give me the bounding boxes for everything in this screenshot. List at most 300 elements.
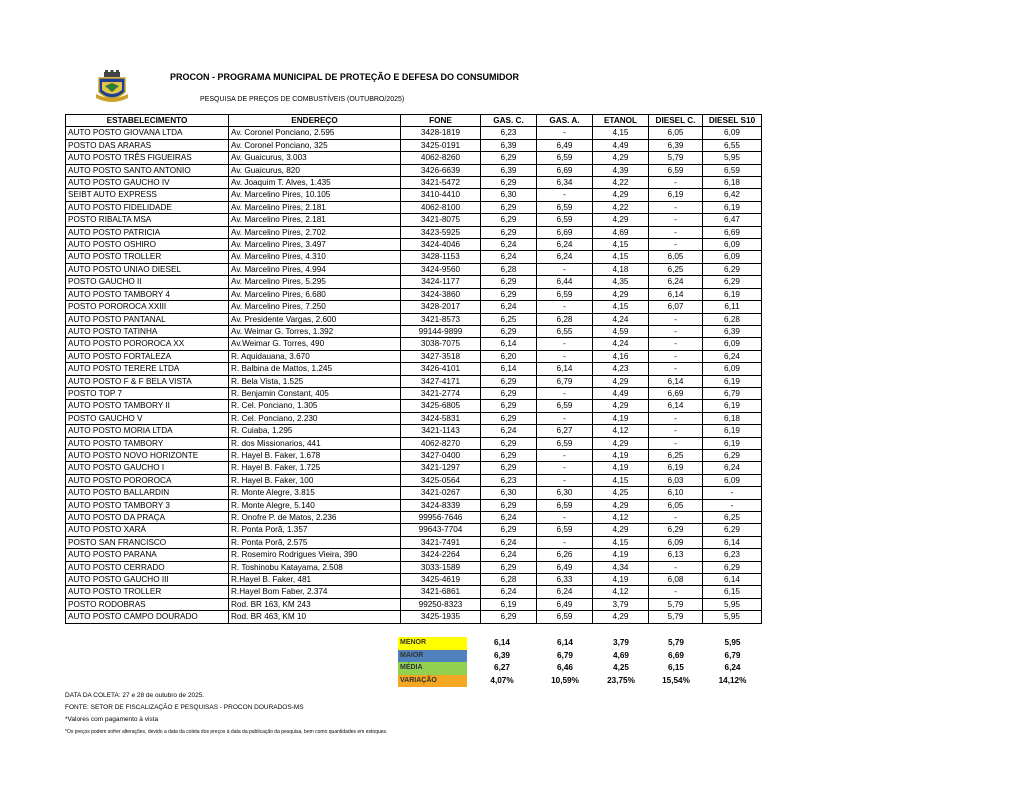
table-cell: 6,49 [537, 598, 593, 610]
table-row [66, 499, 762, 511]
table-cell: 4,22 [593, 177, 649, 189]
table-cell: 6,29 [481, 375, 537, 387]
summary-row [398, 662, 762, 675]
table-cell: 4,15 [593, 301, 649, 313]
table-cell: 6,79 [703, 387, 762, 399]
table-cell: 6,05 [649, 127, 703, 139]
table-cell: 99250-8323 [401, 598, 481, 610]
table-cell: - [537, 474, 593, 486]
table-cell: - [649, 214, 703, 226]
table-cell: 6,28 [481, 263, 537, 275]
table-cell: - [649, 338, 703, 350]
table-cell: AUTO POSTO OSHIRO [66, 239, 229, 251]
table-row [66, 462, 762, 474]
table-cell: 4,19 [593, 412, 649, 424]
table-cell: R. Monte Alegre, 3.815 [229, 487, 401, 499]
page-title: PROCON - PROGRAMA MUNICIPAL DE PROTEÇÃO E DEFESA DO CONSUMIDOR [170, 72, 520, 82]
footnotes [65, 690, 387, 738]
table-cell: 4062-8100 [401, 201, 481, 213]
table-cell: 6,18 [703, 177, 762, 189]
table-cell: 6,44 [537, 276, 593, 288]
table-cell: 6,79 [537, 375, 593, 387]
table-cell: 4,12 [593, 512, 649, 524]
table-cell: 3421-0267 [401, 487, 481, 499]
table-cell: 6,08 [649, 574, 703, 586]
summary-body [398, 637, 762, 687]
table-cell: AUTO POSTO PARANA [66, 549, 229, 561]
table-cell: 6,28 [537, 313, 593, 325]
summary-value: 6,14 [557, 638, 573, 647]
table-row [66, 561, 762, 573]
table-cell: 6,19 [649, 462, 703, 474]
table-row [66, 226, 762, 238]
table-cell: - [649, 437, 703, 449]
table-row [66, 301, 762, 313]
table-cell: 4,49 [593, 387, 649, 399]
table-cell: Rod. BR 163, KM 243 [229, 598, 401, 610]
table-cell: Av. Guaicurus, 3.003 [229, 152, 401, 164]
table-cell: - [703, 499, 762, 511]
table-cell: 6,49 [537, 561, 593, 573]
table-cell: 3424-2264 [401, 549, 481, 561]
table-cell: 6,11 [703, 301, 762, 313]
table-cell: 4,29 [593, 611, 649, 623]
summary-value: 10,59% [551, 675, 579, 685]
table-cell: 6,29 [481, 412, 537, 424]
table-cell: 6,29 [481, 611, 537, 623]
table-cell: SEIBT AUTO EXPRESS [66, 189, 229, 201]
table-cell: R. Monte Alegre, 5.140 [229, 499, 401, 511]
table-cell: 3428-1819 [401, 127, 481, 139]
table-cell: 4,18 [593, 263, 649, 275]
table-cell: R. Hayel B. Faker, 1.678 [229, 449, 401, 461]
table-cell: - [537, 338, 593, 350]
table-cell: 6,24 [537, 239, 593, 251]
table-cell: 6,19 [703, 437, 762, 449]
table-cell: 4,19 [593, 462, 649, 474]
table-row [66, 387, 762, 399]
table-cell: 6,29 [481, 288, 537, 300]
table-cell: 4,29 [593, 189, 649, 201]
table-row [66, 586, 762, 598]
table-cell: 3424-5831 [401, 412, 481, 424]
table-cell: AUTO POSTO TAMBORY [66, 437, 229, 449]
summary-value: 3,79 [613, 638, 629, 647]
table-cell: AUTO POSTO CERRADO [66, 561, 229, 573]
table-cell: 6,39 [481, 164, 537, 176]
table-cell: AUTO POSTO FORTALEZA [66, 350, 229, 362]
table-cell: 4,15 [593, 239, 649, 251]
table-cell: 6,14 [703, 574, 762, 586]
fuel-price-table [65, 114, 762, 624]
table-cell: 6,23 [481, 474, 537, 486]
table-cell: R. Hayel B. Faker, 100 [229, 474, 401, 486]
summary-table [398, 637, 762, 687]
table-cell: AUTO POSTO XARÁ [66, 524, 229, 536]
table-cell: 6,29 [481, 524, 537, 536]
table-cell: 4,29 [593, 400, 649, 412]
disclaimer-note: *Os preços podem sofrer alterações, devido a data da coleta dos preços à data da publicação da pesquisa, bem como quantidades em estoques. [65, 729, 388, 735]
table-cell: 6,19 [703, 425, 762, 437]
table-cell: 6,30 [537, 487, 593, 499]
summary-value: 6,27 [494, 663, 510, 672]
table-row [66, 189, 762, 201]
summary-value: 4,69 [613, 650, 629, 660]
table-cell: - [537, 263, 593, 275]
table-cell: 5,95 [703, 598, 762, 610]
table-cell: 3426-4101 [401, 363, 481, 375]
table-row [66, 598, 762, 610]
table-cell: 6,20 [481, 350, 537, 362]
table-cell: 6,07 [649, 301, 703, 313]
table-cell: AUTO POSTO SANTO ANTONIO [66, 164, 229, 176]
table-cell: 3425-0191 [401, 139, 481, 151]
table-cell: 6,30 [481, 487, 537, 499]
table-cell: 3428-2017 [401, 301, 481, 313]
table-cell: 4,29 [593, 437, 649, 449]
table-cell: AUTO POSTO GAUCHO III [66, 574, 229, 586]
table-cell: 3424-3860 [401, 288, 481, 300]
table-cell: 4,15 [593, 127, 649, 139]
table-cell: 6,19 [649, 189, 703, 201]
table-cell: 99643-7704 [401, 524, 481, 536]
table-cell: AUTO POSTO GAUCHO IV [66, 177, 229, 189]
table-cell: 6,24 [537, 586, 593, 598]
table-row [66, 251, 762, 263]
table-cell: 6,29 [481, 152, 537, 164]
table-cell: - [649, 201, 703, 213]
col-header-diesel-s10: DIESEL S10 [703, 115, 762, 127]
table-cell: 3427-0400 [401, 449, 481, 461]
table-row [66, 437, 762, 449]
table-cell: 6,55 [703, 139, 762, 151]
table-cell: R. Hayel B. Faker, 1.725 [229, 462, 401, 474]
table-cell: AUTO POSTO F & F BELA VISTA [66, 375, 229, 387]
table-cell: Av. Joaquim T. Alves, 1.435 [229, 177, 401, 189]
table-cell: Av. Presidente Vargas, 2.600 [229, 313, 401, 325]
table-cell: 3424-8339 [401, 499, 481, 511]
table-cell: Av. Marcelino Pires, 6.680 [229, 288, 401, 300]
table-cell: - [537, 350, 593, 362]
summary-value: 6,15 [668, 663, 684, 672]
table-row [66, 164, 762, 176]
table-row [66, 611, 762, 623]
table-cell: Rod. BR 463, KM 10 [229, 611, 401, 623]
table-cell: 6,47 [703, 214, 762, 226]
table-row [66, 214, 762, 226]
table-cell: 6,14 [649, 375, 703, 387]
table-cell: 4,29 [593, 375, 649, 387]
table-cell: 6,29 [481, 561, 537, 573]
table-cell: 6,28 [703, 313, 762, 325]
table-row [66, 325, 762, 337]
table-cell: Av. Marcelino Pires, 4.994 [229, 263, 401, 275]
table-cell: 4,24 [593, 313, 649, 325]
table-cell: - [537, 127, 593, 139]
table-cell: R. Onofre P. de Matos, 2.236 [229, 512, 401, 524]
table-cell: 5,95 [703, 611, 762, 623]
table-cell: - [537, 512, 593, 524]
table-cell: R. Aquidauana, 3.670 [229, 350, 401, 362]
table-cell: 5,95 [703, 152, 762, 164]
table-cell: 3427-4171 [401, 375, 481, 387]
table-cell: 6,59 [703, 164, 762, 176]
table-cell: 3421-1297 [401, 462, 481, 474]
table-cell: 4,19 [593, 449, 649, 461]
table-cell: 6,39 [649, 139, 703, 151]
table-cell: R. Benjamin Constant, 405 [229, 387, 401, 399]
table-cell: 6,55 [537, 325, 593, 337]
table-cell: R. Bela Vista, 1.525 [229, 375, 401, 387]
table-cell: 6,14 [481, 363, 537, 375]
table-cell: 3425-0564 [401, 474, 481, 486]
table-cell: Av. Marcelino Pires, 2.702 [229, 226, 401, 238]
table-row [66, 177, 762, 189]
table-cell: 6,19 [481, 598, 537, 610]
table-cell: POSTO RODOBRAS [66, 598, 229, 610]
table-cell: - [649, 561, 703, 573]
table-cell: 4,19 [593, 549, 649, 561]
table-cell: Av. Marcelino Pires, 4.310 [229, 251, 401, 263]
col-header-estabelecimento: ESTABELECIMENTO [66, 115, 229, 127]
table-cell: 6,14 [481, 338, 537, 350]
table-cell: 4,29 [593, 152, 649, 164]
summary-value: 5,95 [724, 638, 741, 647]
table-cell: 6,26 [537, 549, 593, 561]
table-cell: 6,24 [537, 251, 593, 263]
table-cell: 6,24 [481, 425, 537, 437]
table-cell: Av. Weimar G. Torres, 1.392 [229, 325, 401, 337]
table-row [66, 474, 762, 486]
table-cell: 3426-6639 [401, 164, 481, 176]
table-cell: 6,33 [537, 574, 593, 586]
table-cell: 6,59 [649, 164, 703, 176]
table-cell: 6,29 [649, 524, 703, 536]
table-cell: 3033-1589 [401, 561, 481, 573]
summary-row [398, 637, 762, 650]
table-cell: 6,59 [537, 400, 593, 412]
table-cell: 6,23 [703, 549, 762, 561]
table-cell: 3421-7491 [401, 536, 481, 548]
table-cell: 6,05 [649, 251, 703, 263]
table-row [66, 350, 762, 362]
table-cell: 6,59 [537, 524, 593, 536]
table-cell: 6,09 [703, 239, 762, 251]
table-cell: AUTO POSTO PATRICIA [66, 226, 229, 238]
table-cell: 6,59 [537, 214, 593, 226]
summary-row [398, 675, 762, 688]
table-cell: 6,59 [537, 152, 593, 164]
table-cell: 4,29 [593, 288, 649, 300]
table-cell: R.Hayel Bom Faber, 2.374 [229, 586, 401, 598]
summary-value: 6,69 [668, 650, 684, 660]
table-cell: AUTO POSTO NOVO HORIZONTE [66, 449, 229, 461]
table-cell: 6,19 [703, 375, 762, 387]
table-cell: 4,29 [593, 499, 649, 511]
table-cell: - [649, 177, 703, 189]
table-cell: 6,24 [481, 239, 537, 251]
table-cell: 6,39 [481, 139, 537, 151]
table-cell: 5,79 [649, 152, 703, 164]
table-cell: 4,49 [593, 139, 649, 151]
table-cell: 6,28 [481, 574, 537, 586]
summary-value: 6,39 [494, 650, 510, 660]
summary-label: VARIAÇÃO [398, 675, 467, 688]
summary-value: 23,75% [607, 675, 635, 685]
table-cell: AUTO POSTO TRÊS FIGUEIRAS [66, 152, 229, 164]
table-cell: - [649, 412, 703, 424]
table-cell: 6,29 [703, 263, 762, 275]
table-cell: AUTO POSTO POROROCA [66, 474, 229, 486]
table-row [66, 549, 762, 561]
table-cell: - [649, 363, 703, 375]
table-row [66, 313, 762, 325]
col-header-endereco: ENDEREÇO [229, 115, 401, 127]
table-cell: 6,30 [481, 189, 537, 201]
table-cell: R.Hayel B. Faker, 481 [229, 574, 401, 586]
table-cell: 3410-4410 [401, 189, 481, 201]
table-cell: 6,69 [537, 164, 593, 176]
table-cell: POSTO GAUCHO II [66, 276, 229, 288]
table-cell: 6,05 [649, 499, 703, 511]
table-cell: - [649, 239, 703, 251]
table-cell: Av. Coronel Ponciano, 325 [229, 139, 401, 151]
table-cell: 4,12 [593, 586, 649, 598]
table-row [66, 512, 762, 524]
table-cell: 3,79 [593, 598, 649, 610]
table-row [66, 536, 762, 548]
table-cell: POSTO SAN FRANCISCO [66, 536, 229, 548]
table-cell: - [537, 387, 593, 399]
col-header-fone: FONE [401, 115, 481, 127]
table-cell: 3424-4046 [401, 239, 481, 251]
table-cell: R. Balbina de Mattos, 1.245 [229, 363, 401, 375]
table-cell: 6,29 [481, 325, 537, 337]
table-cell: 4,35 [593, 276, 649, 288]
summary-value: 6,24 [724, 663, 741, 672]
table-cell: 6,14 [649, 288, 703, 300]
table-cell: AUTO POSTO TERERE LTDA [66, 363, 229, 375]
table-cell: 4,15 [593, 536, 649, 548]
table-row [66, 201, 762, 213]
table-cell: R. Ponta Porã, 1.357 [229, 524, 401, 536]
table-cell: - [649, 512, 703, 524]
table-header-row [66, 115, 762, 127]
table-cell: AUTO POSTO TROLLER [66, 586, 229, 598]
table-cell: - [537, 462, 593, 474]
table-cell: 3421-2774 [401, 387, 481, 399]
summary-value: 4,25 [613, 663, 629, 672]
source-note: FONTE: SETOR DE FISCALIZAÇÃO E PESQUISAS - PROCON DOURADOS-MS [65, 704, 304, 711]
coat-of-arms-icon [95, 70, 129, 106]
table-cell: 6,42 [703, 189, 762, 201]
table-row [66, 338, 762, 350]
table-cell: 3424-1177 [401, 276, 481, 288]
table-cell: 6,25 [649, 263, 703, 275]
table-cell: 6,09 [703, 338, 762, 350]
table-cell: 6,24 [703, 350, 762, 362]
table-cell: 6,29 [481, 449, 537, 461]
table-cell: 6,29 [481, 387, 537, 399]
table-cell: 3038-7075 [401, 338, 481, 350]
table-cell: 6,29 [703, 561, 762, 573]
table-cell: 6,24 [481, 536, 537, 548]
table-cell: AUTO POSTO GAUCHO I [66, 462, 229, 474]
table-cell: 6,24 [649, 276, 703, 288]
table-cell: 6,24 [703, 462, 762, 474]
summary-value: 6,79 [557, 650, 573, 660]
table-cell: AUTO POSTO UNIAO DIESEL [66, 263, 229, 275]
table-cell: 6,34 [537, 177, 593, 189]
table-cell: 6,59 [537, 499, 593, 511]
table-row [66, 288, 762, 300]
table-cell: 3425-6805 [401, 400, 481, 412]
table-cell: 6,69 [537, 226, 593, 238]
table-cell: 6,25 [649, 449, 703, 461]
table-cell: 3421-1143 [401, 425, 481, 437]
table-cell: - [537, 301, 593, 313]
table-cell: Av. Marcelino Pires, 3.497 [229, 239, 401, 251]
table-cell: POSTO GAUCHO V [66, 412, 229, 424]
table-cell: 3425-4619 [401, 574, 481, 586]
table-cell: 6,15 [703, 586, 762, 598]
table-cell: 6,59 [537, 201, 593, 213]
table-cell: 3428-1153 [401, 251, 481, 263]
table-cell: 3425-1935 [401, 611, 481, 623]
table-cell: 4,25 [593, 487, 649, 499]
table-cell: 4,15 [593, 251, 649, 263]
table-cell: - [649, 350, 703, 362]
table-cell: 6,29 [703, 449, 762, 461]
table-row [66, 400, 762, 412]
summary-label: MÉDIA [398, 662, 467, 675]
table-cell: 6,09 [703, 251, 762, 263]
page-subtitle: PESQUISA DE PREÇOS DE COMBUSTÍVEIS (OUTUBRO/2025) [200, 96, 405, 103]
table-cell: 6,10 [649, 487, 703, 499]
table-cell: 6,09 [703, 363, 762, 375]
table-cell: AUTO POSTO CAMPO DOURADO [66, 611, 229, 623]
table-cell: AUTO POSTO FIDELIDADE [66, 201, 229, 213]
table-cell: 6,29 [481, 214, 537, 226]
col-header-gas-c: GAS. C. [481, 115, 537, 127]
table-cell: Av. Marcelino Pires, 10.105 [229, 189, 401, 201]
table-cell: 6,29 [481, 226, 537, 238]
table-cell: 6,24 [481, 251, 537, 263]
table-row [66, 487, 762, 499]
table-cell: - [703, 487, 762, 499]
table-cell: 6,59 [537, 288, 593, 300]
table-cell: - [537, 412, 593, 424]
col-header-gas-a: GAS. A. [537, 115, 593, 127]
table-cell: 6,09 [703, 474, 762, 486]
table-cell: 6,69 [703, 226, 762, 238]
summary-value: 6,79 [724, 650, 741, 660]
summary-value: 6,46 [557, 663, 573, 672]
table-cell: 6,24 [481, 549, 537, 561]
table-cell: 6,19 [703, 201, 762, 213]
table-cell: AUTO POSTO TAMBORY 3 [66, 499, 229, 511]
table-cell: 4,22 [593, 201, 649, 213]
table-cell: AUTO POSTO TAMBORY 4 [66, 288, 229, 300]
col-header-diesel-c: DIESEL C. [649, 115, 703, 127]
summary-value: 6,14 [494, 638, 510, 647]
summary-value: 14,12% [718, 675, 747, 685]
table-cell: 5,79 [649, 611, 703, 623]
table-cell: 3424-9560 [401, 263, 481, 275]
table-cell: 4,16 [593, 350, 649, 362]
table-cell: 6,27 [537, 425, 593, 437]
table-cell: 4,29 [593, 524, 649, 536]
